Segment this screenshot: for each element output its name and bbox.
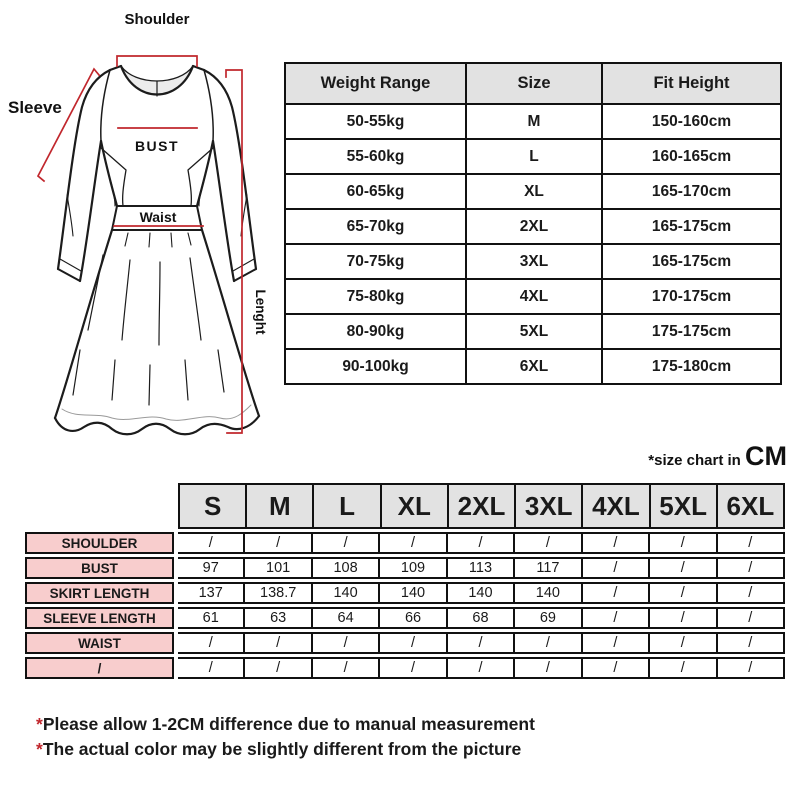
measurement-row — [25, 607, 785, 629]
fit-row — [285, 139, 781, 174]
size-value-cell: / — [380, 632, 447, 654]
fit-cell: 2XL — [466, 209, 602, 244]
size-value-cell: 69 — [515, 607, 582, 629]
fit-cell: 160-165cm — [602, 139, 781, 174]
sleeve-measure-line — [38, 69, 99, 181]
fit-row — [285, 209, 781, 244]
size-row-label: WAIST — [25, 632, 174, 654]
size-value-cell: / — [515, 632, 582, 654]
size-col-header: 6XL — [718, 483, 785, 529]
size-value-cell: / — [448, 632, 515, 654]
size-value-cell: 109 — [380, 557, 447, 579]
size-col-header: 2XL — [449, 483, 516, 529]
size-chart-unit-note — [648, 441, 787, 472]
measurement-row — [25, 632, 785, 654]
fit-cell: 175-180cm — [602, 349, 781, 384]
size-row-label: SKIRT LENGTH — [25, 582, 174, 604]
sleeve-label: Sleeve — [8, 98, 62, 117]
measurement-table — [25, 483, 785, 682]
size-value-cell: 117 — [515, 557, 582, 579]
fit-cell: 175-175cm — [602, 314, 781, 349]
size-value-cell: / — [650, 582, 717, 604]
fit-cell: 80-90kg — [285, 314, 466, 349]
fit-row — [285, 174, 781, 209]
size-value-cell: / — [650, 632, 717, 654]
fit-cell: 165-175cm — [602, 244, 781, 279]
note-text: Please allow 1-2CM difference due to manual measurement — [42, 714, 535, 734]
size-header-row — [178, 483, 785, 529]
fit-cell: 55-60kg — [285, 139, 466, 174]
size-value-cell: / — [178, 532, 245, 554]
size-value-cell: / — [515, 657, 582, 679]
size-col-header: 4XL — [583, 483, 650, 529]
fit-cell: 165-170cm — [602, 174, 781, 209]
fit-cell: L — [466, 139, 602, 174]
fit-row — [285, 104, 781, 139]
size-value-cell: 140 — [448, 582, 515, 604]
measurement-row — [25, 582, 785, 604]
fit-cell: 90-100kg — [285, 349, 466, 384]
fit-cell: 165-175cm — [602, 209, 781, 244]
fit-header-row — [285, 63, 781, 104]
note-asterisk: * — [36, 714, 43, 734]
fit-row — [285, 244, 781, 279]
size-col-header: M — [247, 483, 314, 529]
size-value-cell: / — [718, 557, 785, 579]
fit-cell: 170-175cm — [602, 279, 781, 314]
size-col-header: 3XL — [516, 483, 583, 529]
size-value-cell: 140 — [515, 582, 582, 604]
size-col-header: L — [314, 483, 381, 529]
shoulder-measure-line — [117, 56, 197, 66]
size-value-cell: 140 — [313, 582, 380, 604]
size-value-cell: / — [313, 657, 380, 679]
size-value-cell: / — [583, 582, 650, 604]
size-col-header: 5XL — [651, 483, 718, 529]
size-value-cell: 61 — [178, 607, 245, 629]
size-value-cell: 66 — [380, 607, 447, 629]
size-value-cell: / — [650, 557, 717, 579]
size-value-cell: / — [583, 557, 650, 579]
size-value-cell: 101 — [245, 557, 312, 579]
fit-header-size: Size — [466, 63, 602, 104]
fit-cell: 60-65kg — [285, 174, 466, 209]
size-value-cell: 68 — [448, 607, 515, 629]
unit-note-cm: CM — [745, 441, 787, 471]
fit-cell: 6XL — [466, 349, 602, 384]
size-value-cell: 138.7 — [245, 582, 312, 604]
fit-cell: 150-160cm — [602, 104, 781, 139]
unit-note-text: *size chart in — [648, 452, 745, 469]
size-value-cell: / — [245, 632, 312, 654]
fit-row — [285, 349, 781, 384]
fit-cell: 75-80kg — [285, 279, 466, 314]
measurement-row — [25, 532, 785, 554]
fit-cell: 4XL — [466, 279, 602, 314]
size-value-cell: 137 — [178, 582, 245, 604]
size-value-cell: / — [515, 532, 582, 554]
weight-fit-table — [284, 62, 782, 385]
measurement-row — [25, 557, 785, 579]
size-value-cell: / — [583, 607, 650, 629]
fit-row — [285, 314, 781, 349]
size-value-cell: / — [583, 657, 650, 679]
fit-cell: 5XL — [466, 314, 602, 349]
size-value-cell: / — [245, 657, 312, 679]
size-value-cell: / — [718, 632, 785, 654]
size-value-cell: / — [178, 657, 245, 679]
fit-cell: 50-55kg — [285, 104, 466, 139]
size-value-cell: / — [245, 532, 312, 554]
size-value-cell: / — [650, 532, 717, 554]
size-value-cell: / — [583, 532, 650, 554]
size-col-header: S — [178, 483, 247, 529]
size-value-cell: / — [380, 532, 447, 554]
size-row-label: BUST — [25, 557, 174, 579]
size-value-cell: / — [583, 632, 650, 654]
size-value-cell: / — [448, 657, 515, 679]
fit-cell: 70-75kg — [285, 244, 466, 279]
size-value-cell: / — [718, 582, 785, 604]
note-text: The actual color may be slightly different from the picture — [42, 739, 522, 759]
fit-header-weight: Weight Range — [285, 63, 466, 104]
size-value-cell: / — [178, 632, 245, 654]
size-value-cell: / — [718, 657, 785, 679]
size-value-cell: 140 — [380, 582, 447, 604]
size-value-cell: / — [313, 632, 380, 654]
size-row-label: / — [25, 657, 174, 679]
measurement-row — [25, 657, 785, 679]
size-row-label: SLEEVE LENGTH — [25, 607, 174, 629]
fit-header-height: Fit Height — [602, 63, 781, 104]
dress-diagram — [0, 0, 290, 445]
fit-cell: M — [466, 104, 602, 139]
fit-cell: 65-70kg — [285, 209, 466, 244]
bust-label: BUST — [134, 138, 180, 154]
fit-cell: 3XL — [466, 244, 602, 279]
size-value-cell: / — [448, 532, 515, 554]
size-value-cell: 113 — [448, 557, 515, 579]
length-label: Lenght — [253, 289, 268, 335]
size-value-cell: / — [718, 607, 785, 629]
size-value-cell: 63 — [245, 607, 312, 629]
note-line — [36, 712, 535, 737]
size-row-label: SHOULDER — [25, 532, 174, 554]
footer-notes — [36, 712, 535, 762]
size-value-cell: 97 — [178, 557, 245, 579]
waist-label: Waist — [139, 209, 177, 225]
size-value-cell: / — [718, 532, 785, 554]
size-value-cell: / — [313, 532, 380, 554]
size-value-cell: 64 — [313, 607, 380, 629]
fit-cell: XL — [466, 174, 602, 209]
shoulder-label: Shoulder — [124, 11, 190, 28]
size-value-cell: / — [380, 657, 447, 679]
fit-row — [285, 279, 781, 314]
size-value-cell: / — [650, 657, 717, 679]
size-value-cell: / — [650, 607, 717, 629]
size-col-header: XL — [382, 483, 449, 529]
size-value-cell: 108 — [313, 557, 380, 579]
note-asterisk: * — [36, 739, 43, 759]
note-line — [36, 737, 535, 762]
